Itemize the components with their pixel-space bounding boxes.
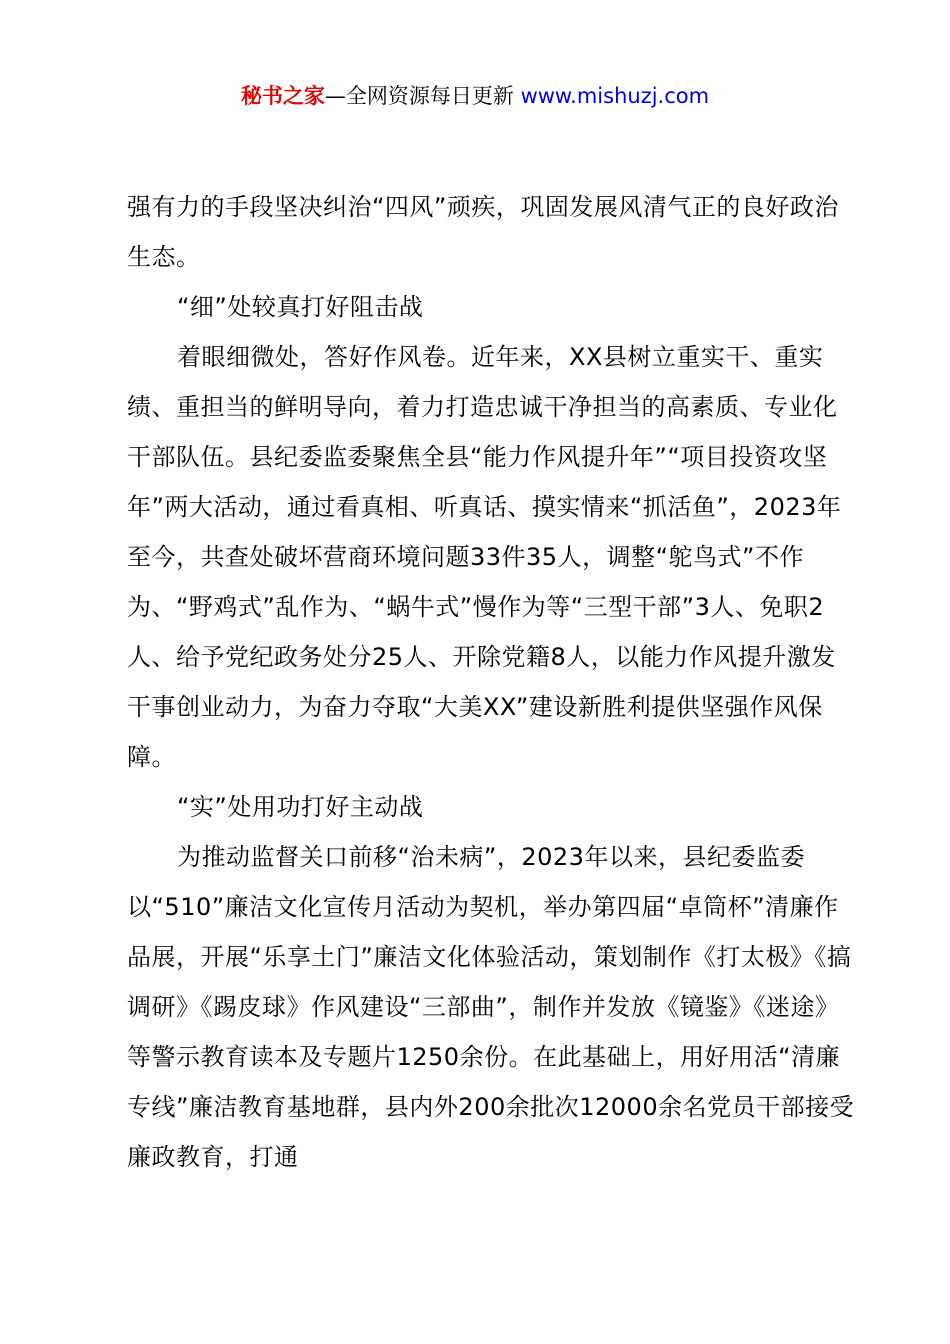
section-heading-shi: “实”处用功打好主动战 xyxy=(177,793,424,821)
site-url-link[interactable]: www.mishuzj.com xyxy=(520,84,710,108)
header-tagline: —全网资源每日更新 xyxy=(324,84,521,108)
document-body xyxy=(127,182,855,1182)
brand-name: 秘书之家 xyxy=(240,84,325,108)
paragraph-shi-body: 为推动监督关口前移“治未病”，2023年以来，县纪委监委以“510”廉洁文化宣传月活动为契机，举办第四届“卓筒杯”清廉作品展，开展“乐享土门”廉洁文化体验活动，策划制作《打太极》《搞调研》《踢皮球》作风建设“三部曲”，制作并发放《镜鉴》《迷途》等警示教育读本及专题片1250余份。在此基础上，用好用活“清廉专线”廉洁教育基地群，县内外200余批次12000余名党员干部接受廉政教育，打通 xyxy=(127,843,855,1171)
site-header xyxy=(0,80,950,112)
paragraph-xi-body: 着眼细微处，答好作风卷。近年来，XX县树立重实干、重实绩、重担当的鲜明导向，着力打造忠诚干净担当的高素质、专业化干部队伍。县纪委监委聚焦全县“能力作风提升年”“项目投资攻坚年”两大活动，通过看真相、听真话、摸实情来“抓活鱼”，2023年至今，共查处破坏营商环境问题33件35人，调整“鸵鸟式”不作为、“野鸡式”乱作为、“蜗牛式”慢作为等“三型干部”3人、免职2人、给予党纪政务处分25人、开除党籍8人，以能力作风提升激发干事创业动力，为奋力夺取“大美XX”建设新胜利提供坚强作风保障。 xyxy=(127,343,842,771)
paragraph-continuation: 强有力的手段坚决纠治“四风”顽疾，巩固发展风清气正的良好政治生态。 xyxy=(127,193,839,271)
section-heading-xi: “细”处较真打好阻击战 xyxy=(177,293,424,321)
